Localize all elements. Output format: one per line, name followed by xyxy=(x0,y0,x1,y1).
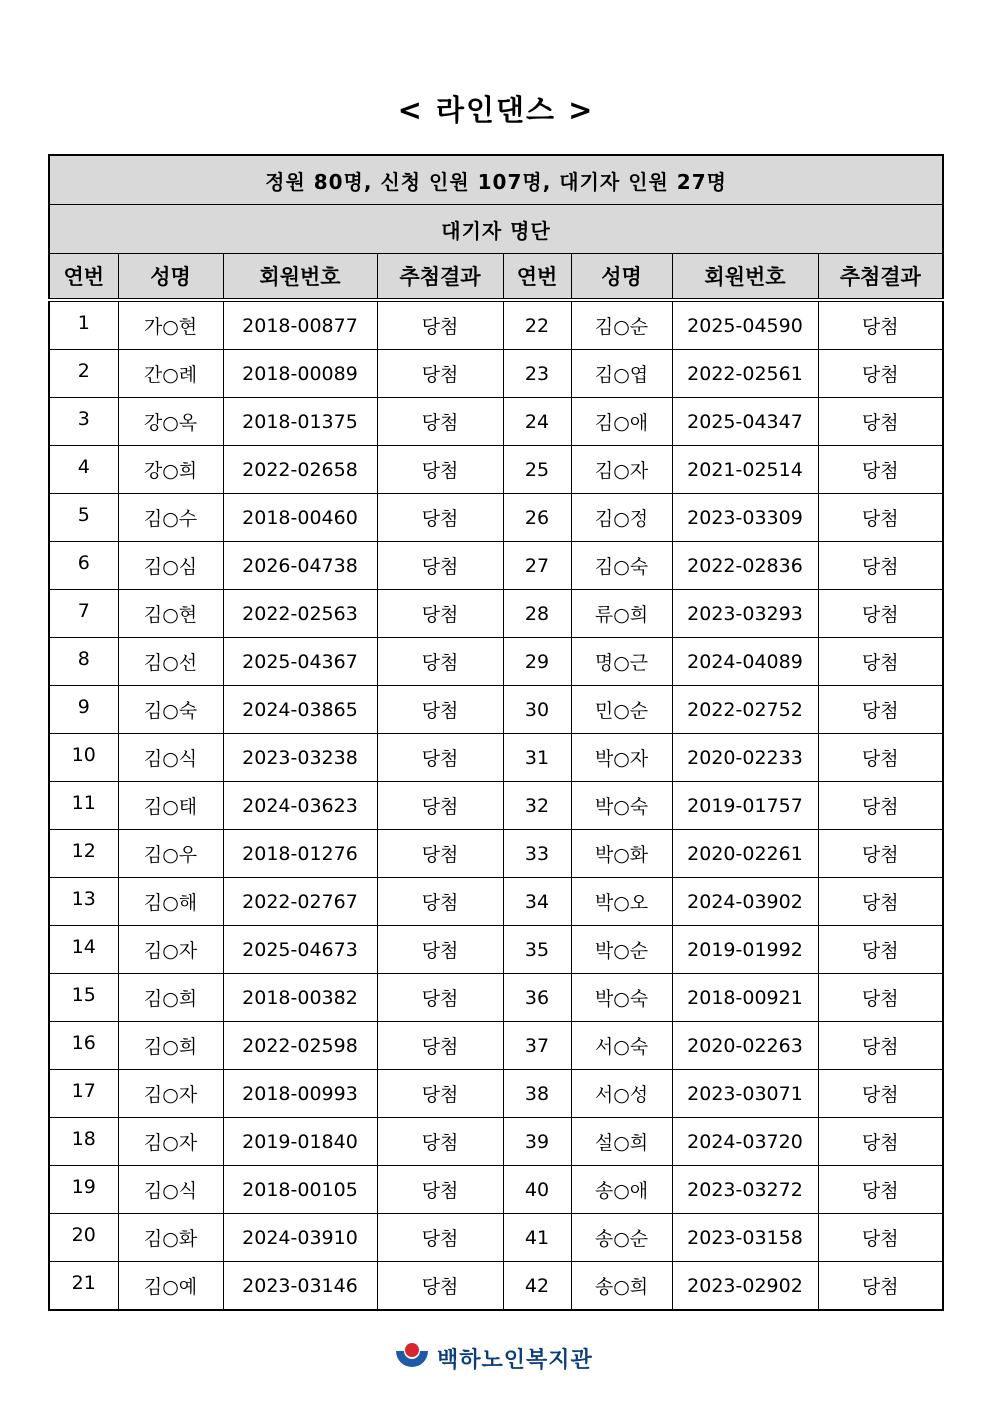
page-title: < 라인댄스 > xyxy=(397,93,595,127)
draw-result: 당첨 xyxy=(818,686,943,734)
waitlist-table xyxy=(48,154,944,1311)
draw-result: 당첨 xyxy=(818,542,943,590)
draw-result: 당첨 xyxy=(377,926,503,974)
member-name: 김○우 xyxy=(118,830,223,878)
draw-result: 당첨 xyxy=(818,878,943,926)
draw-result: 당첨 xyxy=(377,494,503,542)
draw-result: 당첨 xyxy=(818,350,943,398)
member-id: 2023-03071 xyxy=(672,1070,818,1118)
row-number: 24 xyxy=(503,398,571,446)
member-name: 김○해 xyxy=(118,878,223,926)
draw-result: 당첨 xyxy=(818,300,943,350)
row-number: 7 xyxy=(49,590,118,638)
row-number: 4 xyxy=(49,446,118,494)
member-id: 2023-03309 xyxy=(672,494,818,542)
org-name: 백하노인복지관 xyxy=(437,1346,593,1373)
member-name: 송○애 xyxy=(571,1166,672,1214)
row-number: 28 xyxy=(503,590,571,638)
member-id: 2019-01992 xyxy=(672,926,818,974)
row-number: 38 xyxy=(503,1070,571,1118)
draw-result: 당첨 xyxy=(818,1262,943,1311)
row-number: 35 xyxy=(503,926,571,974)
col-header-no: 연번 xyxy=(49,254,118,301)
member-id: 2020-02233 xyxy=(672,734,818,782)
row-number: 37 xyxy=(503,1022,571,1070)
table-row xyxy=(49,1070,943,1118)
member-id: 2019-01840 xyxy=(223,1118,377,1166)
member-name: 송○순 xyxy=(571,1214,672,1262)
member-id: 2025-04673 xyxy=(223,926,377,974)
member-name: 김○예 xyxy=(118,1262,223,1311)
draw-result: 당첨 xyxy=(377,446,503,494)
row-number: 21 xyxy=(49,1262,118,1311)
member-name: 김○식 xyxy=(118,734,223,782)
row-number: 23 xyxy=(503,350,571,398)
draw-result: 당첨 xyxy=(377,300,503,350)
col-header-no: 연번 xyxy=(503,254,571,301)
row-number: 8 xyxy=(49,638,118,686)
draw-result: 당첨 xyxy=(377,398,503,446)
member-id: 2024-03720 xyxy=(672,1118,818,1166)
table-row xyxy=(49,542,943,590)
draw-result: 당첨 xyxy=(377,1118,503,1166)
member-id: 2025-04367 xyxy=(223,638,377,686)
draw-result: 당첨 xyxy=(818,830,943,878)
row-number: 14 xyxy=(49,926,118,974)
draw-result: 당첨 xyxy=(377,734,503,782)
member-name: 서○성 xyxy=(571,1070,672,1118)
draw-result: 당첨 xyxy=(377,638,503,686)
member-name: 서○숙 xyxy=(571,1022,672,1070)
member-id: 2025-04347 xyxy=(672,398,818,446)
member-id: 2018-01276 xyxy=(223,830,377,878)
member-name: 류○희 xyxy=(571,590,672,638)
member-name: 김○희 xyxy=(118,974,223,1022)
table-row xyxy=(49,494,943,542)
row-number: 30 xyxy=(503,686,571,734)
member-name: 김○자 xyxy=(571,446,672,494)
member-name: 김○엽 xyxy=(571,350,672,398)
table-row xyxy=(49,830,943,878)
table-row xyxy=(49,1166,943,1214)
row-number: 22 xyxy=(503,300,571,350)
member-id: 2018-01375 xyxy=(223,398,377,446)
member-name: 간○례 xyxy=(118,350,223,398)
row-number: 5 xyxy=(49,494,118,542)
welfare-center-logo-icon xyxy=(393,1341,431,1375)
member-name: 김○정 xyxy=(571,494,672,542)
draw-result: 당첨 xyxy=(377,782,503,830)
member-id: 2021-02514 xyxy=(672,446,818,494)
member-id: 2022-02752 xyxy=(672,686,818,734)
row-number: 10 xyxy=(49,734,118,782)
member-id: 2020-02261 xyxy=(672,830,818,878)
member-id: 2018-00460 xyxy=(223,494,377,542)
member-id: 2023-03158 xyxy=(672,1214,818,1262)
member-name: 강○옥 xyxy=(118,398,223,446)
member-id: 2018-00105 xyxy=(223,1166,377,1214)
draw-result: 당첨 xyxy=(377,1070,503,1118)
draw-result: 당첨 xyxy=(818,734,943,782)
member-name: 민○순 xyxy=(571,686,672,734)
draw-result: 당첨 xyxy=(377,1262,503,1311)
member-name: 송○희 xyxy=(571,1262,672,1311)
summary-banner: 정원 80명, 신청 인원 107명, 대기자 인원 27명 xyxy=(49,155,943,205)
member-id: 2024-03910 xyxy=(223,1214,377,1262)
member-name: 김○수 xyxy=(118,494,223,542)
row-number: 32 xyxy=(503,782,571,830)
member-name: 김○희 xyxy=(118,1022,223,1070)
footer-logo xyxy=(393,1338,593,1378)
draw-result: 당첨 xyxy=(818,494,943,542)
row-number: 29 xyxy=(503,638,571,686)
draw-result: 당첨 xyxy=(818,926,943,974)
table-row xyxy=(49,590,943,638)
member-name: 김○현 xyxy=(118,590,223,638)
member-id: 2018-00382 xyxy=(223,974,377,1022)
draw-result: 당첨 xyxy=(818,1214,943,1262)
draw-result: 당첨 xyxy=(377,1022,503,1070)
col-header-result: 추첨결과 xyxy=(818,254,943,301)
section-title: 대기자 명단 xyxy=(49,205,943,254)
member-name: 김○선 xyxy=(118,638,223,686)
draw-result: 당첨 xyxy=(818,1070,943,1118)
row-number: 15 xyxy=(49,974,118,1022)
col-header-name: 성명 xyxy=(118,254,223,301)
member-id: 2019-01757 xyxy=(672,782,818,830)
member-name: 박○숙 xyxy=(571,974,672,1022)
member-name: 강○희 xyxy=(118,446,223,494)
member-id: 2024-03865 xyxy=(223,686,377,734)
draw-result: 당첨 xyxy=(818,1022,943,1070)
table-row xyxy=(49,686,943,734)
draw-result: 당첨 xyxy=(818,638,943,686)
col-header-result: 추첨결과 xyxy=(377,254,503,301)
draw-result: 당첨 xyxy=(377,350,503,398)
table-row xyxy=(49,1262,943,1311)
table-row xyxy=(49,926,943,974)
member-name: 김○자 xyxy=(118,1070,223,1118)
table-row xyxy=(49,734,943,782)
draw-result: 당첨 xyxy=(377,1214,503,1262)
member-name: 박○자 xyxy=(571,734,672,782)
member-id: 2024-03623 xyxy=(223,782,377,830)
row-number: 1 xyxy=(49,300,118,350)
row-number: 25 xyxy=(503,446,571,494)
draw-result: 당첨 xyxy=(377,1166,503,1214)
table-row xyxy=(49,878,943,926)
row-number: 34 xyxy=(503,878,571,926)
draw-result: 당첨 xyxy=(818,974,943,1022)
member-id: 2022-02563 xyxy=(223,590,377,638)
row-number: 41 xyxy=(503,1214,571,1262)
table-row xyxy=(49,638,943,686)
row-number: 16 xyxy=(49,1022,118,1070)
member-name: 김○순 xyxy=(571,300,672,350)
member-name: 설○희 xyxy=(571,1118,672,1166)
member-id: 2023-03272 xyxy=(672,1166,818,1214)
member-id: 2024-03902 xyxy=(672,878,818,926)
table-row xyxy=(49,350,943,398)
member-name: 김○자 xyxy=(118,1118,223,1166)
member-id: 2018-00921 xyxy=(672,974,818,1022)
member-id: 2023-03293 xyxy=(672,590,818,638)
row-number: 12 xyxy=(49,830,118,878)
col-header-name: 성명 xyxy=(571,254,672,301)
table-row xyxy=(49,1022,943,1070)
table-row xyxy=(49,974,943,1022)
member-name: 김○애 xyxy=(571,398,672,446)
member-name: 김○숙 xyxy=(571,542,672,590)
member-name: 박○오 xyxy=(571,878,672,926)
draw-result: 당첨 xyxy=(377,974,503,1022)
member-name: 김○자 xyxy=(118,926,223,974)
row-number: 31 xyxy=(503,734,571,782)
member-id: 2018-00089 xyxy=(223,350,377,398)
member-name: 김○화 xyxy=(118,1214,223,1262)
member-name: 명○근 xyxy=(571,638,672,686)
member-id: 2022-02598 xyxy=(223,1022,377,1070)
table-row xyxy=(49,782,943,830)
row-number: 33 xyxy=(503,830,571,878)
row-number: 36 xyxy=(503,974,571,1022)
member-name: 박○숙 xyxy=(571,782,672,830)
row-number: 17 xyxy=(49,1070,118,1118)
draw-result: 당첨 xyxy=(377,590,503,638)
row-number: 42 xyxy=(503,1262,571,1311)
row-number: 39 xyxy=(503,1118,571,1166)
row-number: 20 xyxy=(49,1214,118,1262)
row-number: 27 xyxy=(503,542,571,590)
row-number: 9 xyxy=(49,686,118,734)
row-number: 19 xyxy=(49,1166,118,1214)
member-id: 2023-03146 xyxy=(223,1262,377,1311)
member-id: 2022-02767 xyxy=(223,878,377,926)
row-number: 26 xyxy=(503,494,571,542)
draw-result: 당첨 xyxy=(818,1118,943,1166)
member-name: 가○현 xyxy=(118,300,223,350)
table-row xyxy=(49,300,943,350)
member-id: 2026-04738 xyxy=(223,542,377,590)
draw-result: 당첨 xyxy=(818,782,943,830)
row-number: 13 xyxy=(49,878,118,926)
member-id: 2024-04089 xyxy=(672,638,818,686)
member-name: 박○화 xyxy=(571,830,672,878)
draw-result: 당첨 xyxy=(818,398,943,446)
member-id: 2023-02902 xyxy=(672,1262,818,1311)
member-id: 2023-03238 xyxy=(223,734,377,782)
draw-result: 당첨 xyxy=(377,830,503,878)
member-id: 2018-00993 xyxy=(223,1070,377,1118)
member-id: 2025-04590 xyxy=(672,300,818,350)
member-id: 2022-02561 xyxy=(672,350,818,398)
draw-result: 당첨 xyxy=(818,446,943,494)
draw-result: 당첨 xyxy=(377,686,503,734)
member-name: 김○식 xyxy=(118,1166,223,1214)
col-header-member-id: 회원번호 xyxy=(223,254,377,301)
member-name: 김○숙 xyxy=(118,686,223,734)
col-header-member-id: 회원번호 xyxy=(672,254,818,301)
draw-result: 당첨 xyxy=(818,1166,943,1214)
row-number: 18 xyxy=(49,1118,118,1166)
row-number: 2 xyxy=(49,350,118,398)
table-row xyxy=(49,1118,943,1166)
table-row xyxy=(49,398,943,446)
member-name: 김○심 xyxy=(118,542,223,590)
row-number: 3 xyxy=(49,398,118,446)
member-id: 2020-02263 xyxy=(672,1022,818,1070)
member-id: 2018-00877 xyxy=(223,300,377,350)
member-id: 2022-02658 xyxy=(223,446,377,494)
member-id: 2022-02836 xyxy=(672,542,818,590)
draw-result: 당첨 xyxy=(377,542,503,590)
row-number: 11 xyxy=(49,782,118,830)
draw-result: 당첨 xyxy=(818,590,943,638)
row-number: 40 xyxy=(503,1166,571,1214)
table-row xyxy=(49,446,943,494)
draw-result: 당첨 xyxy=(377,878,503,926)
column-header-row xyxy=(49,254,943,301)
member-name: 박○순 xyxy=(571,926,672,974)
row-number: 6 xyxy=(49,542,118,590)
table-row xyxy=(49,1214,943,1262)
member-name: 김○태 xyxy=(118,782,223,830)
